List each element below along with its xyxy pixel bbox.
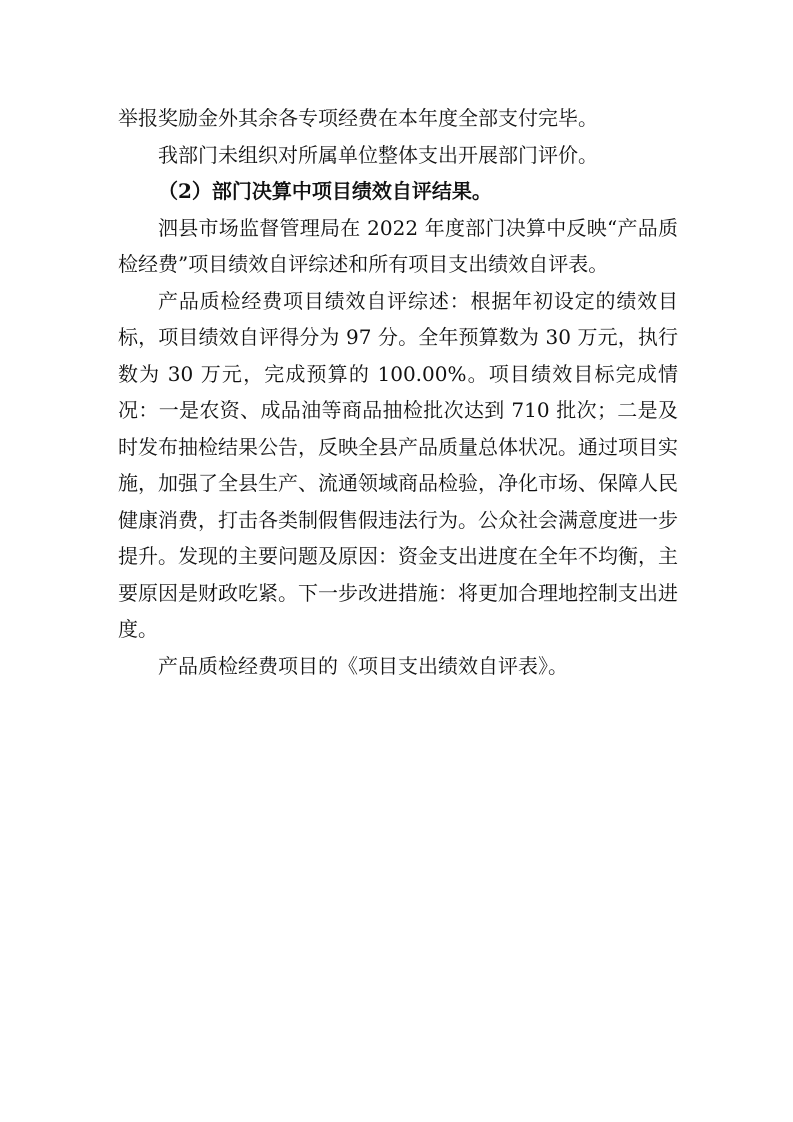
paragraph-project-summary: 产品质检经费项目绩效自评综述：根据年初设定的绩效目标，项目绩效自评得分为 97 分。全年预算数为 30 万元，执行数为 30 万元，完成预算的 100.00%。项目绩效目标完成情况：一是农资、成品油等商品抽检批次达到 710 批次；二是及时发布抽检结果公告，反映全县产品质量总体状况。通过项目实施，加强了全县生产、流通领域商品检验，净化市场、保障人民健康消费，打击各类制假售假违法行为。公众社会满意度进一步提升。发现的主要问题及原因：资金支出进度在全年不均衡，主要原因是财政吃紧。下一步改进措施：将更加合理地控制支出进度。: [118, 288, 678, 641]
paragraph-summary-intro: 泗县市场监督管理局在 2022 年度部门决算中反映“产品质检经费”项目绩效自评综述和所有项目支出绩效自评表。: [118, 215, 678, 276]
paragraph-table-reference: 产品质检经费项目的《项目支出绩效自评表》。: [158, 653, 568, 678]
section-heading: （2）部门决算中项目绩效自评结果。: [158, 179, 492, 203]
paragraph-continuation: 举报奖励金外其余各专项经费在本年度全部支付完毕。: [118, 106, 598, 130]
paragraph-evaluation-note: 我部门未组织对所属单位整体支出开展部门评价。: [158, 142, 598, 167]
document-body: [118, 100, 678, 684]
